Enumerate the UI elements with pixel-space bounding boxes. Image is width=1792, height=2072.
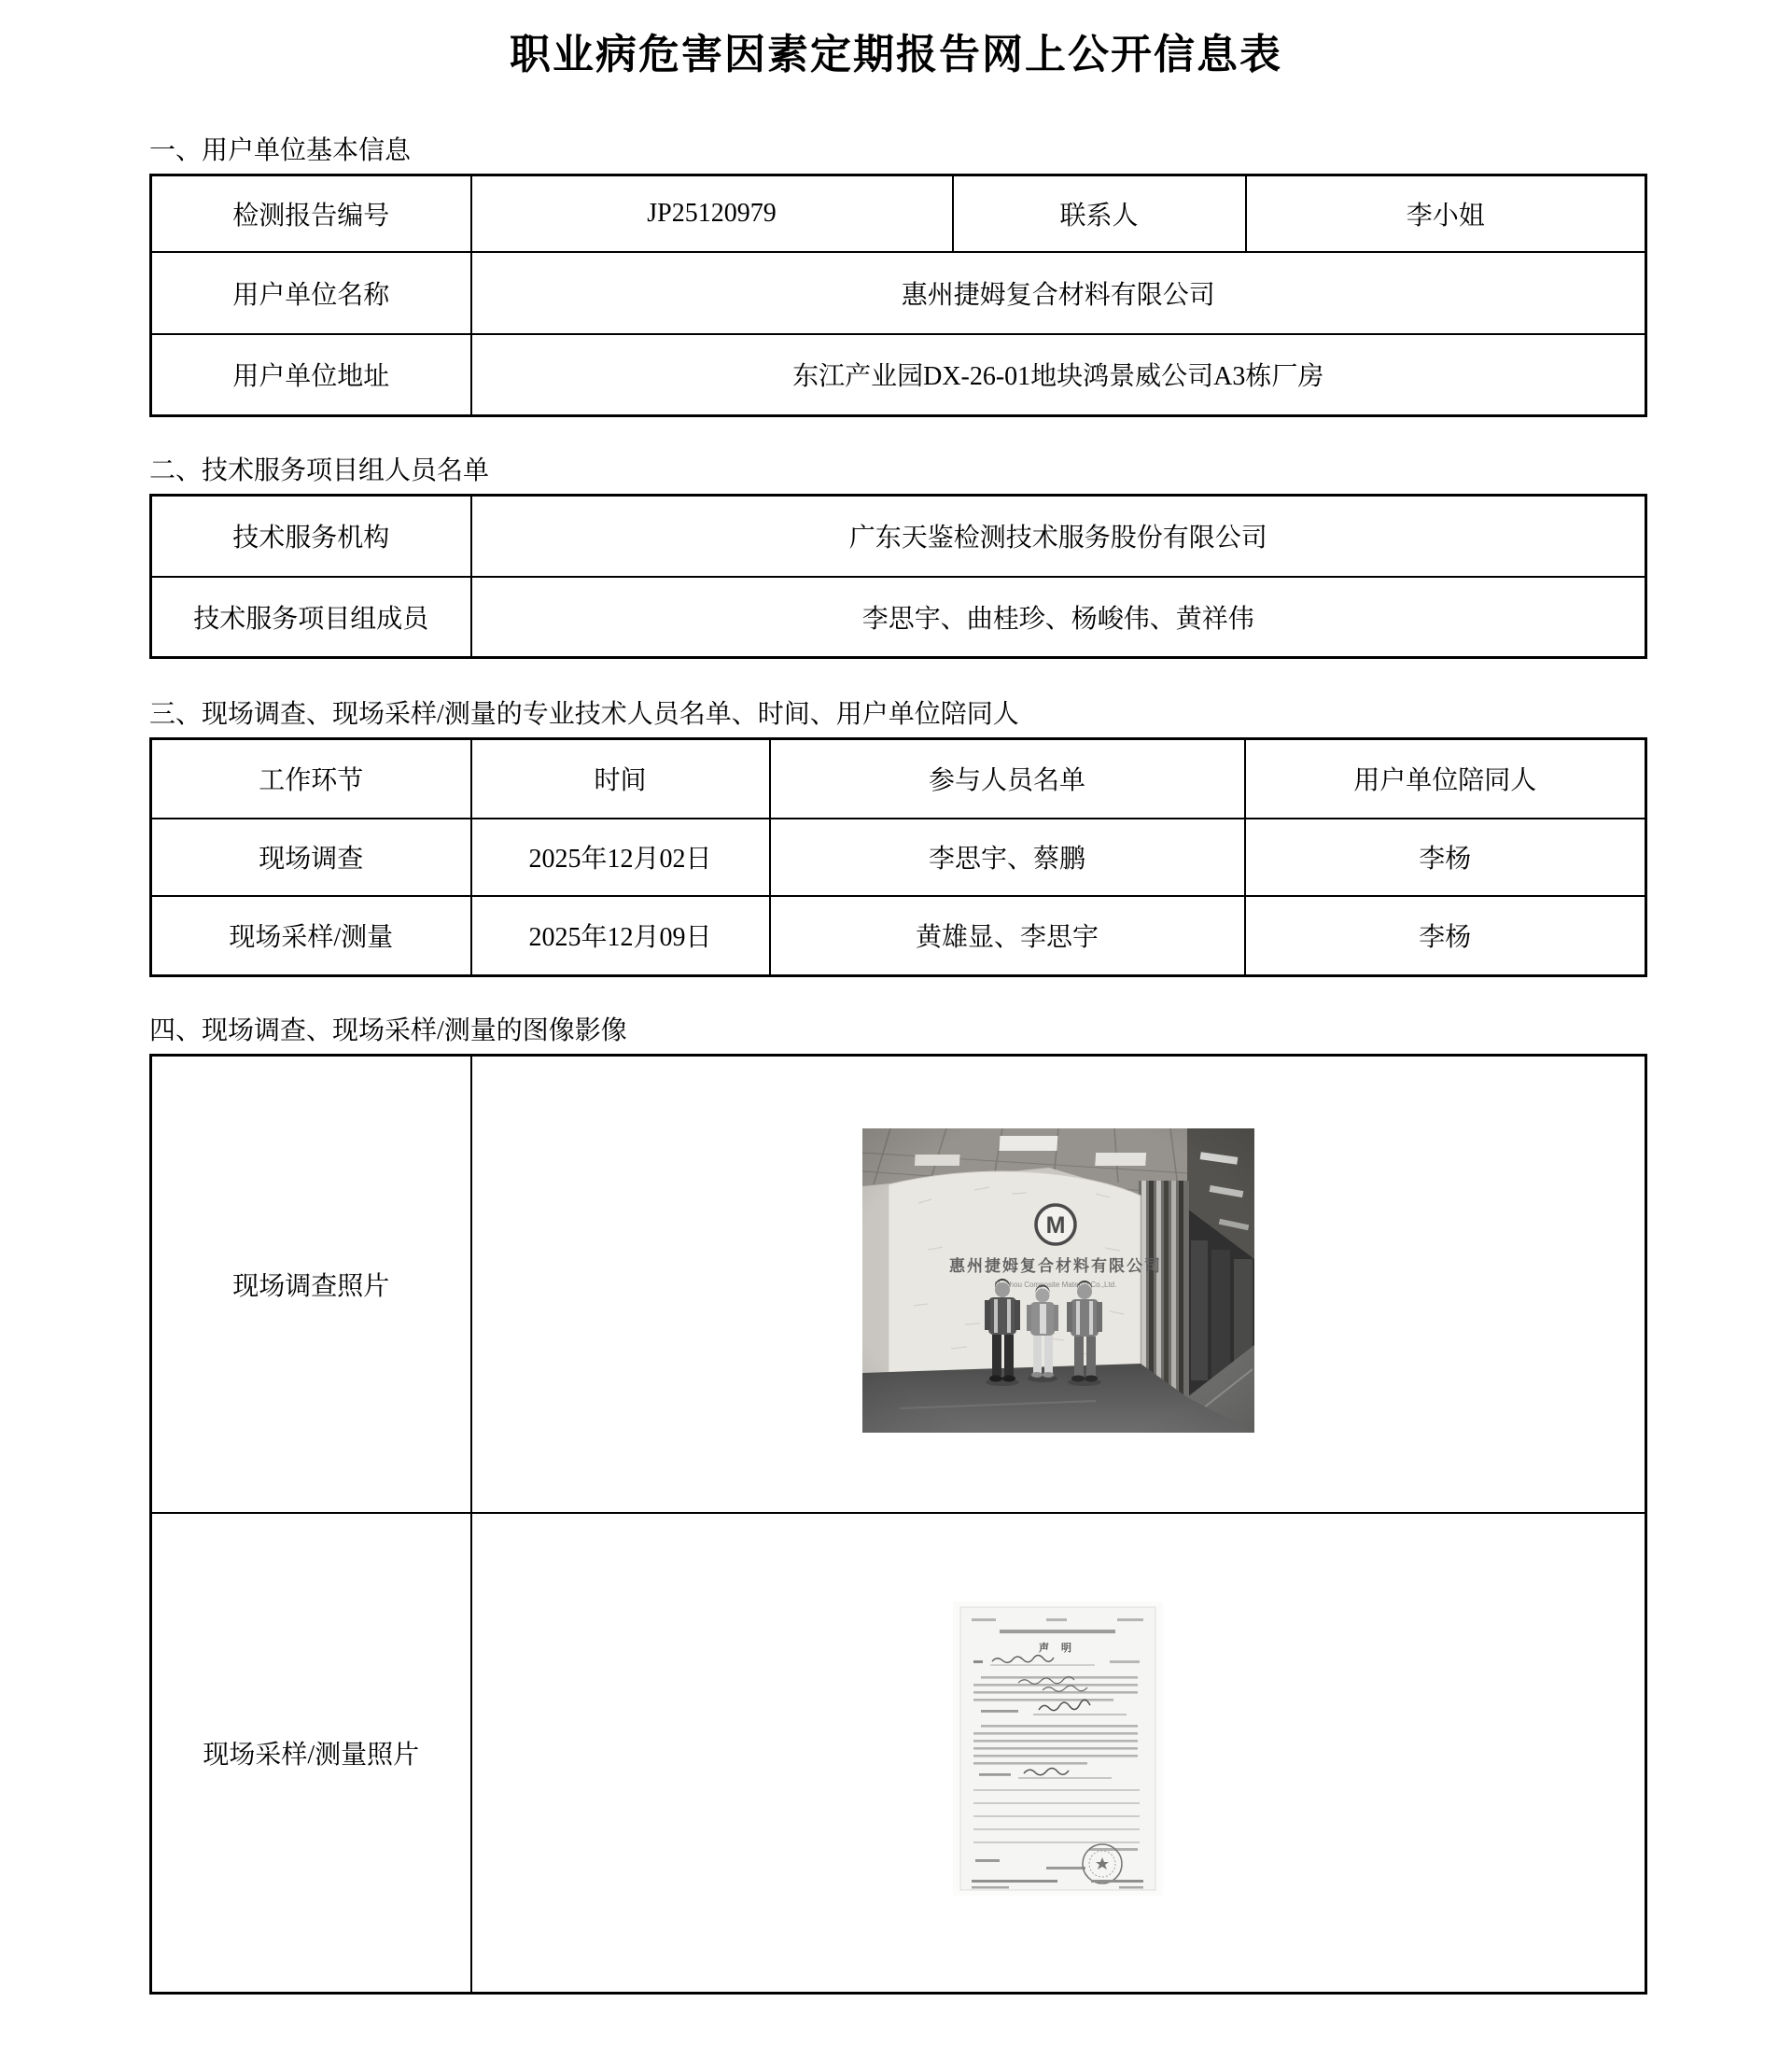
sampling-step: 现场采样/测量 <box>151 896 471 976</box>
unit-name-value: 惠州捷姆复合材料有限公司 <box>471 252 1646 334</box>
survey-photo-cell <box>471 1056 1646 1513</box>
table-row <box>151 175 1646 252</box>
unit-address-value: 东江产业园DX-26-01地块鸿景威公司A3栋厂房 <box>471 334 1646 416</box>
table-row <box>151 1056 1646 1513</box>
section4-heading: 四、现场调查、现场采样/测量的图像影像 <box>149 1016 627 1045</box>
table-row <box>151 252 1646 334</box>
report-content <box>149 134 1645 1995</box>
survey-schedule-table <box>149 737 1647 977</box>
table-header-row <box>151 739 1646 819</box>
survey-participants: 李思宇、蔡鹏 <box>770 819 1245 896</box>
table-row <box>151 334 1646 416</box>
col-header-escort: 用户单位陪同人 <box>1245 739 1646 819</box>
sampling-escort: 李杨 <box>1245 896 1646 976</box>
page-title: 职业病危害因素定期报告网上公开信息表 <box>510 32 1282 77</box>
service-org-label: 技术服务机构 <box>151 496 471 577</box>
sampling-photo-image <box>953 1602 1163 1896</box>
site-survey-photo-image <box>862 1128 1254 1433</box>
unit-name-label: 用户单位名称 <box>151 252 471 334</box>
document-subject-line <box>1000 1630 1115 1633</box>
signer-label <box>1046 1867 1085 1869</box>
team-members-label: 技术服务项目组成员 <box>151 577 471 658</box>
site-survey-photo <box>862 1128 1254 1433</box>
sampling-time: 2025年12月09日 <box>471 896 770 976</box>
photos-table <box>149 1054 1647 1995</box>
footer-label <box>975 1859 1000 1862</box>
table-row <box>151 896 1646 976</box>
service-org-value: 广东天鉴检测技术服务股份有限公司 <box>471 496 1646 577</box>
sampling-photo-cell <box>471 1513 1646 1994</box>
survey-time: 2025年12月02日 <box>471 819 770 896</box>
table-row <box>151 819 1646 896</box>
section3-heading: 三、现场调查、现场采样/测量的专业技术人员名单、时间、用户单位陪同人 <box>149 700 1019 729</box>
report-no-label: 检测报告编号 <box>151 175 471 252</box>
document-title: 声 明 <box>1039 1643 1077 1655</box>
survey-photo-label: 现场调查照片 <box>151 1056 471 1513</box>
section2-heading: 二、技术服务项目组人员名单 <box>149 456 490 485</box>
table-row <box>151 577 1646 658</box>
unit-address-label: 用户单位地址 <box>151 334 471 416</box>
sampling-photo-label: 现场采样/测量照片 <box>151 1513 471 1994</box>
section1-heading: 一、用户单位基本信息 <box>149 136 412 165</box>
sampling-photo <box>953 1602 1163 1896</box>
report-no-value: JP25120979 <box>471 175 953 252</box>
table-row <box>151 496 1646 577</box>
col-header-time: 时间 <box>471 739 770 819</box>
sampling-participants: 黄雄显、李思宇 <box>770 896 1245 976</box>
contact-label: 联系人 <box>953 175 1246 252</box>
survey-step: 现场调查 <box>151 819 471 896</box>
service-team-table <box>149 494 1647 659</box>
col-header-step: 工作环节 <box>151 739 471 819</box>
basic-info-table <box>149 174 1647 417</box>
contact-value: 李小姐 <box>1246 175 1646 252</box>
table-row <box>151 1513 1646 1994</box>
col-header-participants: 参与人员名单 <box>770 739 1245 819</box>
survey-escort: 李杨 <box>1245 819 1646 896</box>
team-members-value: 李思宇、曲桂珍、杨峻伟、黄祥伟 <box>471 577 1646 658</box>
